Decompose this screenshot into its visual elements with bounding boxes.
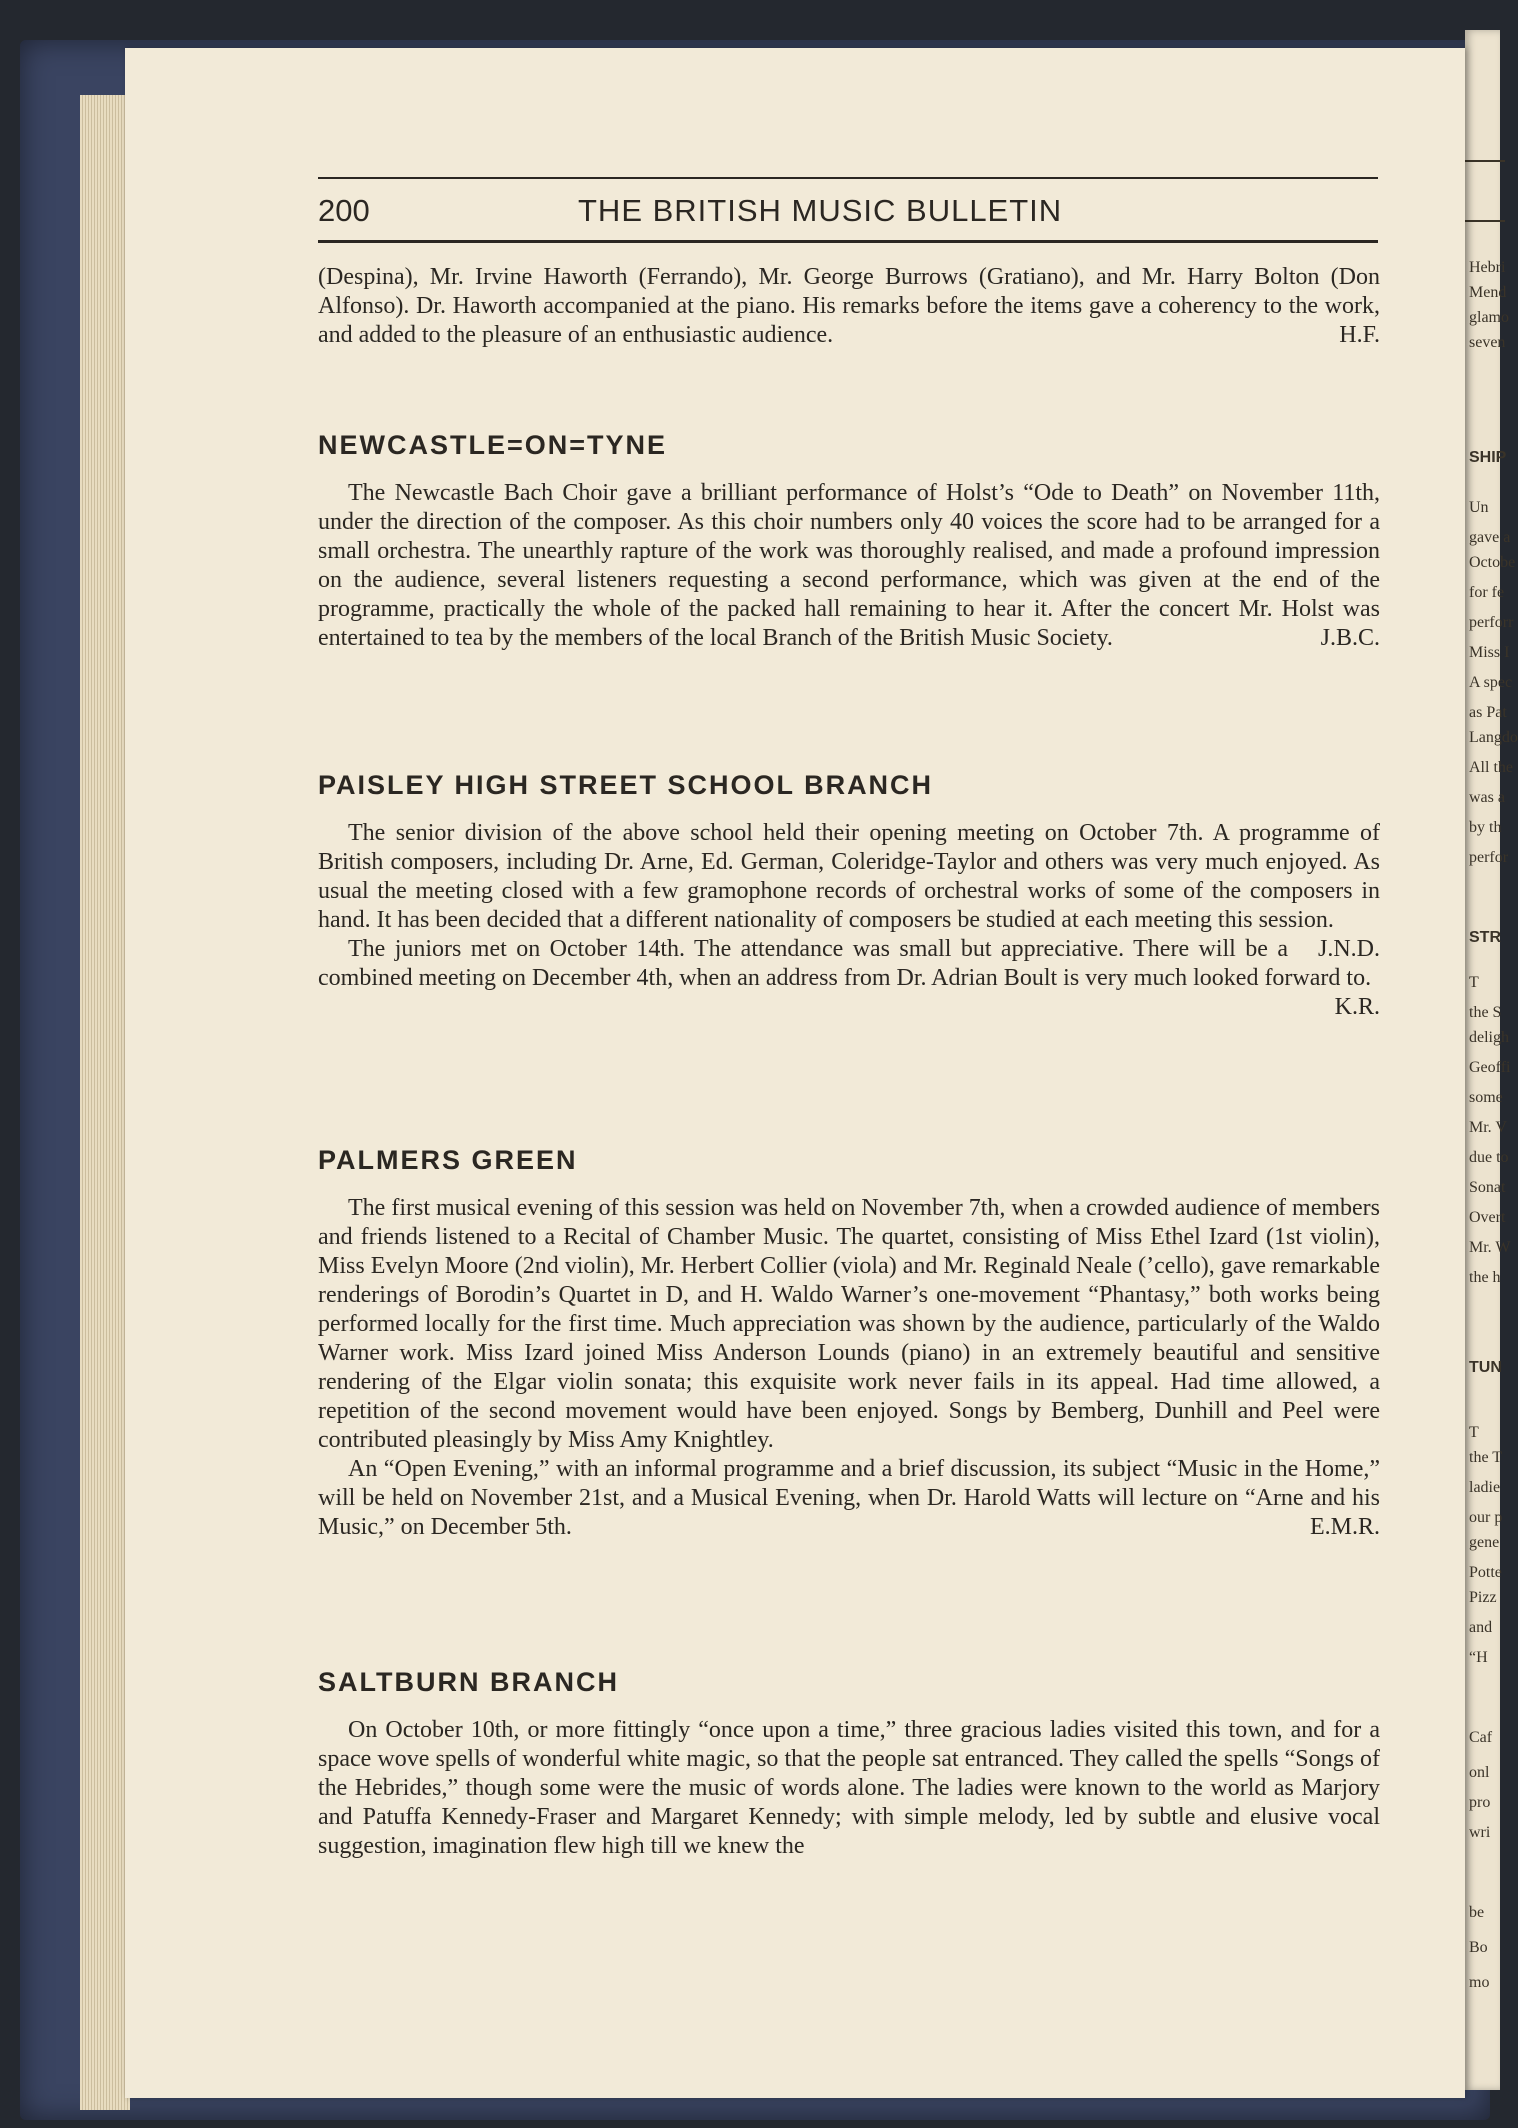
journal-title: THE BRITISH MUSIC BULLETIN (578, 193, 1063, 228)
facing-page-fragment: wri (1469, 1824, 1491, 1841)
facing-page-fragment: be (1469, 1904, 1485, 1921)
facing-page-fragment: by th (1469, 819, 1502, 836)
signature: H.F. (1339, 322, 1380, 348)
paragraph (318, 479, 1380, 653)
facing-page-fragment: “H (1469, 1649, 1488, 1666)
facing-page-fragment: and (1469, 1619, 1493, 1636)
facing-page-fragment: TUN (1469, 1359, 1502, 1376)
facing-page-fragment: for fe (1469, 584, 1505, 601)
facing-page-fragment: seven (1469, 334, 1506, 351)
facing-page-fragment: Mend (1469, 284, 1507, 301)
header-rule-bottom (318, 240, 1378, 243)
header-rule-top (318, 177, 1378, 179)
paragraph-text: An “Open Evening,” with an informal programme and a brief discussion, its subject “Music in the Home,” will be held on November 21st, and a Musical Evening, when Dr. Harold Watts will lecture on “Arne and his Music,” on December 5th. (318, 1456, 1380, 1540)
signature: J.N.D. (1317, 936, 1380, 962)
facing-page-fragment: Un (1469, 499, 1489, 516)
paragraph (318, 819, 1380, 962)
facing-page-fragment: All the (1469, 759, 1513, 776)
facing-page-fragment: ladie (1469, 1479, 1501, 1496)
facing-page (1465, 30, 1518, 2090)
section-heading: PALMERS GREEN (318, 1145, 578, 1175)
paragraph-text: (Despina), Mr. Irvine Haworth (Ferrando), Mr. George Burrows (Gratiano), and Mr. Harry Bolton (Don Alfonso). Dr. Haworth accompanied at the piano. His remarks before the items gave a coherency to the work, and added to the pleasure of an enthusiastic audience. (318, 264, 1380, 348)
paragraph (318, 1455, 1380, 1542)
facing-page-fragment: due to (1469, 1149, 1509, 1166)
facing-page-fragment: the S (1469, 1004, 1502, 1021)
facing-page-fragment: T (1469, 1424, 1479, 1441)
paragraph-text: The senior division of the above school held their opening meeting on October 7th. A programme of British composers, including Dr. Arne, Ed. German, Coleridge-Taylor and others was very much enjoyed. As usual the meeting closed with a few gramophone records of orchestral works of some of the composers in hand. It has been decided that a different nationality of composers be studied at each meeting this session. (318, 820, 1380, 933)
facing-page-fragment: Geoffi (1469, 1059, 1511, 1076)
page-edges (80, 95, 130, 2110)
section-paisley (318, 770, 1380, 1022)
section-palmers-green (318, 1145, 1380, 1542)
paragraph (318, 935, 1380, 1020)
page-number: 200 (318, 193, 370, 228)
facing-page-fragment: A spec (1469, 674, 1513, 691)
facing-page-fragment: perfor (1469, 849, 1509, 866)
facing-page-fragment: gene (1469, 1534, 1500, 1551)
facing-page-fragment: Overt (1469, 1209, 1506, 1226)
signature: K.R. (1334, 994, 1380, 1020)
facing-page-fragment: SHIP (1469, 449, 1507, 466)
facing-page-fragment: Miss I (1469, 644, 1510, 661)
running-head (318, 193, 1378, 233)
paragraph-text: The first musical evening of this session was held on November 7th, when a crowded audience of members and friends listened to a Recital of Chamber Music. The quartet, consisting of Miss Ethel Izard (1st violin), Miss Evelyn Moore (2nd violin), Mr. Herbert Collier (viola) and Mr. Reginald Neale (’cello), gave remarkable renderings of Borodin’s Quartet in D, and H. Waldo Warner’s one-movement “Phantasy,” both works being performed locally for the first time. Much appreciation was shown by the audience, particularly of the Waldo Warner work. Miss Izard joined Miss Anderson Lounds (piano) in an extremely beautiful and sensitive rendering of the Elgar violin sonata; this exquisite work never fails in its appeal. Had time allowed, a repetition of the second movement would have been enjoyed. Songs by Bemberg, Dunhill and Peel were contributed pleasingly by Miss Amy Knightley. (318, 1195, 1380, 1453)
facing-page-fragment: mo (1469, 1974, 1490, 1991)
intro-continuation (318, 263, 1380, 350)
paragraph (318, 263, 1380, 350)
facing-page-fragment: Pizz (1469, 1589, 1497, 1606)
facing-page-fragment: Bo (1469, 1939, 1488, 1956)
section-saltburn (318, 1667, 1380, 1861)
facing-page-rule (1465, 220, 1505, 222)
facing-page-fragment: gave a (1469, 529, 1511, 546)
facing-page-fragment: our p (1469, 1509, 1503, 1526)
facing-page-fragment: Hebri (1469, 259, 1506, 276)
signature: E.M.R. (1309, 1514, 1380, 1540)
section-newcastle (318, 430, 1380, 653)
facing-page-fragment: Mr. W (1469, 1239, 1511, 1256)
paragraph-text: The Newcastle Bach Choir gave a brilliant performance of Holst’s “Ode to Death” on November 11th, under the direction of the composer. As this choir numbers only 40 voices the score had to be arranged for a small orchestra. The unearthly rapture of the work was thoroughly realised, and made a profound impression on the audience, several listeners requesting a second performance, which was given at the end of the programme, practically the whole of the packed hall remaining to hear it. After the concert Mr. Holst was entertained to tea by the members of the local Branch of the British Music Society. (318, 480, 1380, 651)
facing-page-fragment: the h (1469, 1269, 1501, 1286)
facing-page-fragment: STR (1469, 929, 1501, 946)
section-heading: NEWCASTLE=ON=TYNE (318, 430, 668, 460)
section-heading: SALTBURN BRANCH (318, 1667, 619, 1697)
facing-page-fragment: Sonat (1469, 1179, 1506, 1196)
facing-page-fragment: the T (1469, 1449, 1503, 1466)
paragraph (318, 1194, 1380, 1455)
facing-page-fragment: some (1469, 1089, 1503, 1106)
facing-page-rule (1465, 160, 1505, 162)
facing-page-fragment: Caf (1469, 1729, 1493, 1746)
facing-page-fragment: as Pat (1469, 704, 1507, 721)
facing-page-fragment: onl (1469, 1764, 1490, 1781)
facing-page-fragment: T (1469, 974, 1479, 991)
facing-page-fragment: was a (1469, 789, 1505, 806)
facing-page-fragment: deligh (1469, 1029, 1509, 1046)
facing-page-fragment: Octobe (1469, 554, 1516, 571)
facing-page-fragment: Mr. V (1469, 1119, 1507, 1136)
signature: J.B.C. (1320, 625, 1380, 651)
facing-page-fragment: Potte (1469, 1564, 1502, 1581)
paragraph-text: The juniors met on October 14th. The attendance was small but appreciative. There will be a combined meeting on December 4th, when an address from Dr. Adrian Boult is very much looked forward to. (318, 936, 1372, 991)
facing-page-fragment: glamo (1469, 309, 1509, 326)
paragraph (318, 1716, 1380, 1861)
section-heading: PAISLEY HIGH STREET SCHOOL BRANCH (318, 770, 934, 800)
facing-page-fragment: Langdo (1469, 729, 1518, 746)
paragraph-text: On October 10th, or more fittingly “once upon a time,” three gracious ladies visited this town, and for a space wove spells of wonderful white magic, so that the people sat entranced. They called the spells “Songs of the Hebrides,” though some were the music of words alone. The ladies were known to the world as Marjory and Patuffa Kennedy-Fraser and Margaret Kennedy; with simple melody, led by subtle and elusive vocal suggestion, imagination flew high till we knew the (318, 1717, 1380, 1859)
facing-page-fragment: pro (1469, 1794, 1491, 1811)
facing-page-fragment: perforr (1469, 614, 1514, 631)
